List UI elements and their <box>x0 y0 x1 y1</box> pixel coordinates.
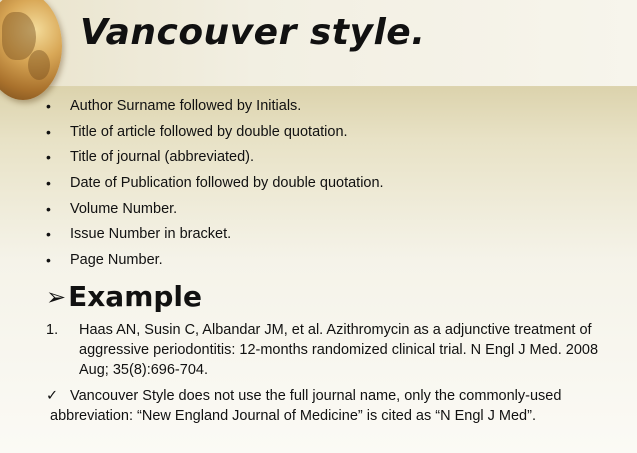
note-text: Vancouver Style does not use the full journal name, only the commonly-used abbreviation: “New England Journal of Medicine” is cited as “N Engl J Med”. <box>50 388 562 424</box>
bullet-item-article-title: • Title of article followed by double quotation. <box>46 122 384 148</box>
example-heading <box>46 280 202 314</box>
note-item <box>46 386 626 426</box>
example-heading-label: Example <box>68 280 202 313</box>
reference-item <box>46 320 626 380</box>
arrow-bullet-icon: ➢ <box>46 283 67 311</box>
reference-number: 1. <box>46 322 59 338</box>
slide-title: Vancouver style. <box>80 12 426 53</box>
bullet-item-volume: • Volume Number. <box>46 199 384 225</box>
reference-text: Haas AN, Susin C, Albandar JM, et al. Azithromycin as a adjunctive treatment of aggressive periodontitis: 12-months randomized clinical trial. N Engl J Med. 2008 Aug; 35(8):696-704. <box>79 322 599 378</box>
bullet-item-journal-title: • Title of journal (abbreviated). <box>46 147 384 173</box>
bullet-item-issue: • Issue Number in bracket. <box>46 224 384 250</box>
bullet-item-page: • Page Number. <box>46 250 384 276</box>
bullet-item-date: • Date of Publication followed by double quotation. <box>46 173 384 199</box>
check-icon: ✓ <box>46 388 59 404</box>
bullet-list <box>46 96 384 276</box>
bullet-item-author: • Author Surname followed by Initials. <box>46 96 384 122</box>
